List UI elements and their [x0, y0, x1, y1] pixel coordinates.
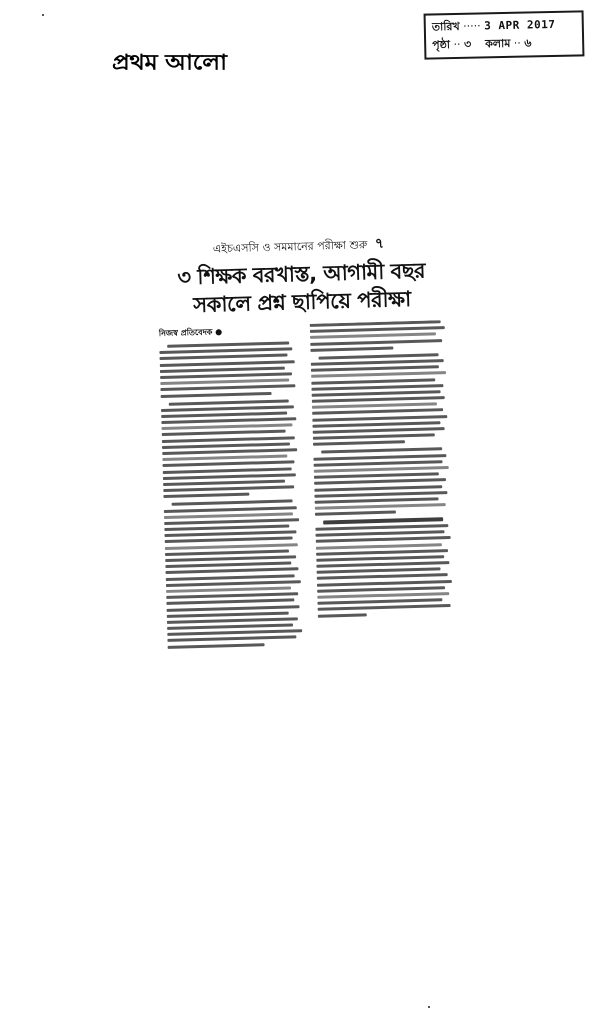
- text-block: [164, 499, 307, 648]
- text-line: [312, 403, 437, 409]
- text-line: [163, 467, 292, 474]
- text-line: [164, 506, 297, 513]
- article-column-left: [159, 324, 307, 664]
- text-line: [167, 341, 289, 347]
- scan-speck: [428, 1006, 430, 1008]
- text-line: [317, 580, 452, 587]
- text-block: [311, 353, 452, 446]
- text-line: [166, 580, 301, 587]
- text-line: [161, 411, 288, 418]
- text-line: [311, 359, 444, 366]
- text-line: [160, 385, 295, 392]
- stamp-page-value: ৩: [463, 37, 472, 51]
- text-line: [315, 511, 396, 516]
- text-line: [316, 549, 448, 556]
- kicker-text: এইচএসসি ও সমমানের পরীক্ষা শুরু: [212, 238, 368, 256]
- text-line: [316, 543, 443, 550]
- text-line: [163, 485, 294, 492]
- text-line: [312, 409, 443, 416]
- text-line: [313, 441, 405, 447]
- text-line: [314, 491, 447, 498]
- text-line: [163, 480, 285, 486]
- text-line: [161, 405, 294, 412]
- text-line: [321, 448, 442, 454]
- text-line: [166, 592, 298, 599]
- text-line: [310, 333, 437, 340]
- text-line: [169, 399, 289, 405]
- text-line: [160, 360, 295, 367]
- text-line: [166, 599, 294, 606]
- text-block: [310, 320, 450, 352]
- text-line: [164, 525, 289, 531]
- text-line: [319, 353, 439, 359]
- stamp-page-label: পৃষ্ঠা: [432, 38, 451, 52]
- newspaper-masthead: প্রথম আলো: [112, 49, 227, 75]
- text-line: [161, 424, 292, 431]
- text-line: [310, 346, 393, 351]
- text-line: [311, 365, 439, 372]
- stamp-dots: ··: [453, 37, 465, 52]
- text-line: [323, 517, 443, 524]
- stamp-dots: ·····: [463, 19, 485, 33]
- article-body: [159, 320, 458, 664]
- text-line: [162, 461, 294, 468]
- scan-speck: [42, 14, 44, 16]
- stamp-dots: ··: [513, 36, 525, 50]
- text-line: [165, 549, 289, 555]
- text-line: [165, 537, 293, 544]
- text-line: [311, 378, 435, 384]
- stamp-column-label: কলাম: [485, 36, 511, 51]
- text-line: [318, 613, 367, 617]
- text-line: [312, 396, 445, 403]
- article-column-right: [310, 320, 458, 660]
- text-block: [315, 517, 457, 617]
- text-line: [310, 339, 442, 346]
- text-block: [159, 341, 299, 397]
- text-line: [167, 605, 300, 612]
- text-line: [165, 562, 292, 569]
- text-line: [312, 415, 447, 422]
- stamp-column-value: ৬: [524, 36, 533, 50]
- kicker-mark: ৭: [374, 235, 385, 252]
- text-line: [312, 390, 441, 397]
- text-line: [165, 555, 296, 562]
- text-line: [317, 568, 441, 574]
- text-line: [162, 455, 287, 461]
- text-line: [316, 536, 451, 543]
- text-line: [162, 436, 295, 443]
- text-line: [315, 503, 446, 510]
- text-line: [159, 348, 292, 355]
- text-line: [317, 586, 445, 593]
- headline-line-1: ৩ শিক্ষক বরখাস্ত, আগামী বছর: [177, 258, 426, 290]
- text-line: [314, 478, 446, 485]
- text-line: [314, 472, 439, 478]
- text-line: [164, 512, 293, 519]
- text-line: [160, 372, 292, 379]
- text-line: [314, 485, 442, 492]
- text-line: [160, 366, 285, 372]
- text-line: [316, 555, 444, 562]
- archive-stamp: [424, 10, 585, 59]
- stamp-date-row: [432, 15, 576, 36]
- text-line: [315, 524, 448, 531]
- stamp-page-row: [432, 33, 576, 54]
- text-line: [166, 574, 295, 581]
- text-block: [313, 447, 454, 516]
- text-line: [312, 421, 440, 428]
- text-line: [161, 391, 272, 397]
- text-line: [167, 636, 296, 643]
- article-byline: নিজস্ব প্রতিবেদক ●: [158, 327, 223, 339]
- text-line: [315, 530, 444, 537]
- text-line: [166, 586, 291, 592]
- text-line: [160, 379, 289, 386]
- text-line: [167, 617, 298, 624]
- text-line: [318, 604, 451, 611]
- text-line: [313, 454, 446, 461]
- text-line: [168, 643, 265, 649]
- news-clipping: [152, 222, 460, 668]
- article-headline: [153, 256, 450, 320]
- text-line: [311, 371, 446, 378]
- stamp-date-label: তারিখ: [431, 19, 460, 34]
- text-line: [159, 354, 287, 361]
- text-line: [165, 543, 298, 550]
- text-line: [313, 434, 435, 440]
- text-line: [163, 493, 249, 498]
- text-line: [164, 531, 296, 538]
- headline-line-2: সকালে প্রশ্ন ছাপিয়ে পরীক্ষা: [193, 287, 411, 318]
- text-line: [317, 574, 448, 581]
- text-line: [172, 500, 293, 506]
- text-line: [162, 442, 290, 449]
- text-line: [167, 611, 289, 617]
- text-line: [162, 430, 286, 436]
- text-line: [317, 592, 449, 599]
- text-line: [165, 568, 298, 575]
- text-line: [311, 384, 443, 391]
- text-line: [163, 473, 296, 480]
- stamp-date-value: 3 APR 2017: [484, 17, 556, 33]
- text-block: [161, 399, 303, 499]
- text-line: [317, 598, 442, 604]
- text-line: [316, 561, 449, 568]
- text-line: [315, 497, 439, 503]
- text-line: [314, 460, 443, 467]
- text-line: [310, 320, 441, 327]
- text-line: [313, 427, 445, 434]
- text-line: [167, 623, 294, 630]
